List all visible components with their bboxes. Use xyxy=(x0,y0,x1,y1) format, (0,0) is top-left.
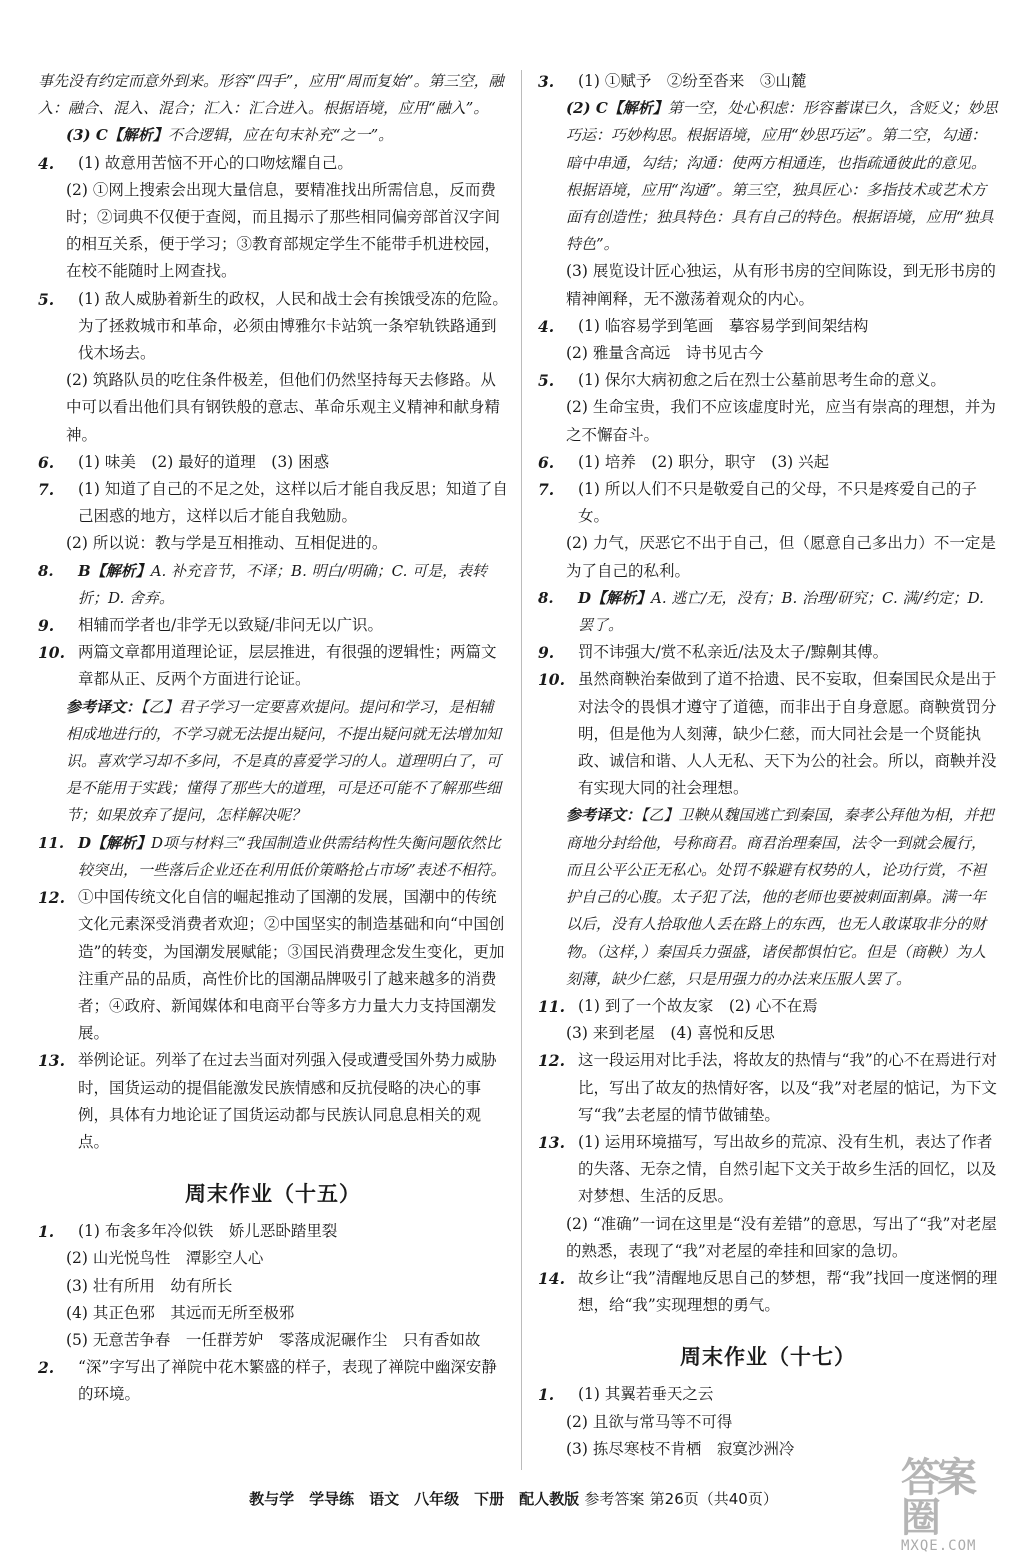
answer-subitem xyxy=(38,1245,508,1272)
question-number: 6. xyxy=(38,452,55,472)
answer-item xyxy=(38,612,508,639)
answer-item xyxy=(38,1218,508,1245)
answer-subitem xyxy=(38,1273,508,1300)
answer-text: A. 逃亡/无，没有；B. 治理/研究；C. 满/约定；D. 罢了。 xyxy=(578,588,984,635)
answer-subitem xyxy=(38,177,508,286)
question-number: 6. xyxy=(538,452,555,472)
answer-item xyxy=(538,666,998,802)
answer-subitem xyxy=(538,530,998,584)
answer-text: (1) 所以人们不只是敬爱自己的父母，不只是疼爱自己的子女。 xyxy=(578,480,977,526)
question-number: 11. xyxy=(538,996,565,1016)
answer-subitem xyxy=(38,1327,508,1354)
answer-text: 事先没有约定而意外到来。形容“四手”，应用“周而复始”。第三空，融入：融合、混入、混合；汇入：汇合进入。根据语境，应用“融入”。 xyxy=(38,72,504,118)
answer-text: (4) 其正色邪 其远而无所至极邪 xyxy=(66,1303,295,1322)
watermark-url: MXQE.COM xyxy=(901,1538,977,1554)
answer-text: (2) 且欲与常马等不可得 xyxy=(566,1412,733,1431)
footer-page-number: 第26页（共40页） xyxy=(649,1490,778,1508)
answer-item xyxy=(38,1047,508,1156)
answer-text: (1) 故意用苦恼不开心的口吻炫耀自己。 xyxy=(78,153,353,172)
answer-text: 【乙】卫鞅从魏国逃亡到秦国，秦孝公拜他为相，并把商地分封给他，号称商君。商君治理秦国，法令一到就会履行，而且公平公正无私心。处罚不躲避有权势的人，论功行赏，不袒护自己的心腹。太子犯了法，他的老师也要被刺面割鼻。满一年以后，没有人拾取他人丢在路上的东西，也无人敢谋取非分的财物。（这样，）秦国兵力强盛，诸侯都惧怕它。但是（商鞅）为人刻薄，缺少仁慈，只是用强力的办法来压服人罢了。 xyxy=(566,806,994,988)
footer-book-title: 教与学 学导练 语文 八年级 下册 配人教版 xyxy=(249,1490,580,1508)
answer-text: 第一空，处心积虑：形容蓄谋已久，含贬义；妙思巧运：巧妙构思。根据语境，应用“妙思巧运”。第二空，勾通：暗中串通，勾结；沟通：使两方相通连，也指疏通彼此的意见。根据语境，应用“沟通”。第三空，独具匠心：多指技术或艺术方面有创造性；独具特色：具有自己的特色。根据语境，应用“独具特色”。 xyxy=(566,99,998,254)
question-number: 7. xyxy=(38,480,55,500)
answer-text: (1) 培养 (2) 职分，职守 (3) 兴起 xyxy=(578,452,830,471)
answer-text: 罚不讳强大/赏不私亲近/法及太子/黥劓其傅。 xyxy=(578,643,889,662)
question-number: 5. xyxy=(38,289,55,309)
answer-tag: B【解析】 xyxy=(78,561,151,580)
answer-subitem xyxy=(538,394,998,448)
question-number: 12. xyxy=(38,888,65,908)
answer-text: 这一段运用对比手法，将故友的热情与“我”的心不在焉进行对比，写出了故友的热情好客，以及“我”对老屋的惦记，为下文写“我”去老屋的情节做铺垫。 xyxy=(578,1051,997,1124)
answer-item xyxy=(38,1354,508,1408)
question-number: 13. xyxy=(538,1132,565,1152)
answer-tag: (2) C【解析】 xyxy=(566,99,668,118)
answer-tag: D【解析】 xyxy=(578,588,652,607)
question-number: 4. xyxy=(538,316,555,336)
answer-text: (2) “准确”一词在这里是“没有差错”的意思，写出了“我”对老屋的熟悉，表现了“我”对老屋的牵挂和回家的急切。 xyxy=(566,1214,997,1260)
answer-subitem xyxy=(38,68,508,122)
answer-text: 相辅而学者也/非学无以致疑/非问无以广识。 xyxy=(78,616,383,635)
question-number: 9. xyxy=(38,616,55,636)
question-number: 9. xyxy=(538,643,555,663)
answer-text: (3) 来到老屋 (4) 喜悦和反思 xyxy=(566,1024,775,1043)
answer-item xyxy=(38,476,508,530)
answer-item xyxy=(38,830,508,884)
left-column xyxy=(38,68,508,1409)
answer-subitem xyxy=(538,1211,998,1265)
answer-tag: 参考译文： xyxy=(566,806,642,825)
answer-subitem xyxy=(38,530,508,557)
question-number: 12. xyxy=(538,1051,565,1071)
answer-text: (1) 临容易学到笔画 摹容易学到间架结构 xyxy=(578,316,869,335)
answer-text: (2) 筑路队员的吃住条件极差，但他们仍然坚持每天去修路。从中可以看出他们具有钢铁般的意志、革命乐观主义精神和献身精神。 xyxy=(66,371,501,444)
answer-item xyxy=(38,286,508,368)
answer-tag: (3) C【解析】 xyxy=(66,126,168,145)
question-number: 1. xyxy=(538,1385,555,1405)
answer-text: (1) 敌人威胁着新生的政权，人民和战士会有挨饿受冻的危险。为了拯救城市和革命，必须由博雅尔卡站筑一条窄轨铁路通到伐木场去。 xyxy=(78,289,508,363)
footer-section: 参考答案 xyxy=(584,1490,645,1508)
column-divider xyxy=(521,70,522,1470)
question-number: 11. xyxy=(38,833,65,852)
answer-subitem xyxy=(538,802,998,992)
answer-text: “深”字写出了禅院中花木繁盛的样子，表现了禅院中幽深安静的环境。 xyxy=(78,1358,497,1404)
question-number: 7. xyxy=(538,480,555,500)
answer-text: 两篇文章都用道理论证，层层推进，有很强的逻辑性；两篇文章都从正、反两个方面进行论证。 xyxy=(78,643,497,689)
question-number: 2. xyxy=(38,1358,55,1378)
answer-subitem xyxy=(538,95,998,258)
question-number: 8. xyxy=(38,561,54,580)
question-number: 10. xyxy=(538,670,565,690)
watermark-logo xyxy=(901,1455,1005,1554)
answer-text: A. 补充音节，不译；B. 明白/明确；C. 可是，表转折；D. 舍弃。 xyxy=(78,561,488,607)
answer-item xyxy=(538,1381,998,1408)
answer-item xyxy=(538,585,998,639)
answer-text: (1) 其翼若垂天之云 xyxy=(578,1385,714,1404)
answer-item xyxy=(538,1265,998,1319)
answer-text: (1) 味美 (2) 最好的道理 (3) 困惑 xyxy=(78,452,330,471)
watermark-stamp: 答案圈 xyxy=(901,1455,973,1541)
answer-subitem xyxy=(38,367,508,449)
answer-subitem xyxy=(38,122,508,149)
answer-item xyxy=(538,639,998,666)
section-heading: 周末作业（十七） xyxy=(680,1345,856,1370)
answer-text: (2) 生命宝贵，我们不应该虚度时光，应当有崇高的理想，并为之不懈奋斗。 xyxy=(566,398,996,444)
answer-item xyxy=(538,367,998,394)
question-number: 5. xyxy=(538,371,555,391)
answer-item xyxy=(538,1129,998,1211)
answer-text: (1) 保尔大病初愈之后在烈士公墓前思考生命的意义。 xyxy=(578,371,946,390)
answer-text: (1) 知道了自己的不足之处，这样以后才能自我反思；知道了自己困惑的地方，这样以后才能自我勉励。 xyxy=(78,480,508,526)
answer-text: 虽然商鞅治秦做到了道不拾遗、民不妄取，但秦国民众是出于对法令的畏惧才遵守了道德，而非出于自身意愿。商鞅赏罚分明，但是他为人刻薄，缺少仁慈，而大同社会是一个贤能执政、诚信和谐、人人无私、天下为公的社会。所以，商鞅并没有实现大同的社会理想。 xyxy=(578,670,997,798)
answer-item xyxy=(38,449,508,476)
answer-item xyxy=(538,476,998,530)
answer-text: (2) 雅量含高远 诗书见古今 xyxy=(566,344,764,363)
answer-text: 【乙】君子学习一定要喜欢提问。提问和学习，是相辅相成地进行的，不学习就无法提出疑问，不提出疑问就无法增加知识。喜欢学习却不多问，不是真的喜爱学习的人。道理明白了，可是不能用于实践；懂得了那些大的道理，可是还可能不了解那些细节；如果放弃了提问，怎样解决呢？ xyxy=(66,697,502,825)
answer-subitem xyxy=(538,340,998,367)
question-number: 10. xyxy=(38,643,65,663)
answer-text: (2) ①网上搜索会出现大量信息，要精准找出所需信息，反而费时；②词典不仅便于查阅，而且揭示了那些相同偏旁部首汉字间的相互关系，便于学习；③教育部规定学生不能带手机进校园，在校不能随时上网查找。 xyxy=(66,180,501,281)
answer-text: (1) ①赋予 ②纷至沓来 ③山麓 xyxy=(578,72,807,90)
answer-text: (3) 展览设计匠心独运，从有形书房的空间陈设，到无形书房的精神阐释，无不激荡着观众的内心。 xyxy=(566,262,996,308)
right-column xyxy=(538,68,998,1463)
answer-text: (2) 力气，厌恶它不出于自己，但（愿意自己多出力）不一定是为了自己的私利。 xyxy=(566,534,996,580)
question-number: 4. xyxy=(38,153,55,173)
answer-item xyxy=(538,993,998,1020)
question-number: 3. xyxy=(538,72,555,91)
question-number: 14. xyxy=(538,1268,565,1288)
answer-item xyxy=(38,639,508,693)
answer-item xyxy=(538,1047,998,1129)
answer-item xyxy=(38,150,508,177)
question-number: 13. xyxy=(38,1051,65,1071)
answer-text: 故乡让“我”清醒地反思自己的梦想，帮“我”找回一度迷惘的理想，给“我”实现理想的勇气。 xyxy=(578,1268,998,1315)
answer-subitem xyxy=(38,694,508,830)
answer-subitem xyxy=(38,1300,508,1327)
answer-text: (1) 布衾多年冷似铁 娇儿恶卧踏里裂 xyxy=(78,1222,338,1241)
answer-text: D项与材料三“我国制造业供需结构性失衡问题依然比较突出，一些落后企业还在利用低价策略抢占市场”表述不相符。 xyxy=(78,833,506,879)
answer-item xyxy=(38,558,508,612)
answer-tag: D【解析】 xyxy=(78,833,152,852)
answer-item xyxy=(538,68,998,95)
answer-item xyxy=(538,449,998,476)
answer-text: (5) 无意苦争春 一任群芳妒 零落成泥碾作尘 只有香如故 xyxy=(66,1330,481,1349)
answer-text: 不合逻辑，应在句末补充“之一”。 xyxy=(167,126,394,145)
section-heading: 周末作业（十五） xyxy=(185,1182,361,1207)
answer-text: (1) 到了一个故友家 (2) 心不在焉 xyxy=(578,996,818,1015)
answer-text: (2) 所以说：教与学是互相推动、互相促进的。 xyxy=(66,534,388,553)
answer-subitem xyxy=(538,1409,998,1436)
answer-subitem xyxy=(538,1020,998,1047)
answer-text: (3) 拣尽寒枝不肯栖 寂寞沙洲冷 xyxy=(566,1439,795,1458)
question-number: 8. xyxy=(538,588,554,607)
answer-text: (3) 壮有所用 幼有所长 xyxy=(66,1276,233,1295)
answer-text: (1) 运用环境描写，写出故乡的荒凉、没有生机，表达了作者的失落、无奈之情，自然引起下文关于故乡生活的回忆，以及对梦想、生活的反思。 xyxy=(578,1132,997,1206)
answer-text: 举例论证。列举了在过去当面对列强入侵或遭受国外势力威胁时，国货运动的提倡能激发民族情感和反抗侵略的决心的事例，具体有力地论证了国货运动都与民族认同息息相关的观点。 xyxy=(78,1051,497,1151)
answer-tag: 参考译文： xyxy=(66,697,142,716)
answer-text: ①中国传统文化自信的崛起推动了国潮的发展，国潮中的传统文化元素深受消费者欢迎；②中国坚实的制造基础和向“中国创造”的转变，为国潮发展赋能；③国民消费理念发生变化，更加注重产品的品质，高性价比的国潮品牌吸引了越来越多的消费者；④政府、新闻媒体和电商平台等多方力量大力支持国潮发展。 xyxy=(78,888,505,1043)
page-footer xyxy=(0,1488,1027,1509)
answer-subitem xyxy=(538,258,998,312)
answer-item xyxy=(38,884,508,1047)
answer-item xyxy=(538,313,998,340)
answer-text: (2) 山光悦鸟性 潭影空人心 xyxy=(66,1249,264,1268)
question-number: 1. xyxy=(38,1222,55,1242)
